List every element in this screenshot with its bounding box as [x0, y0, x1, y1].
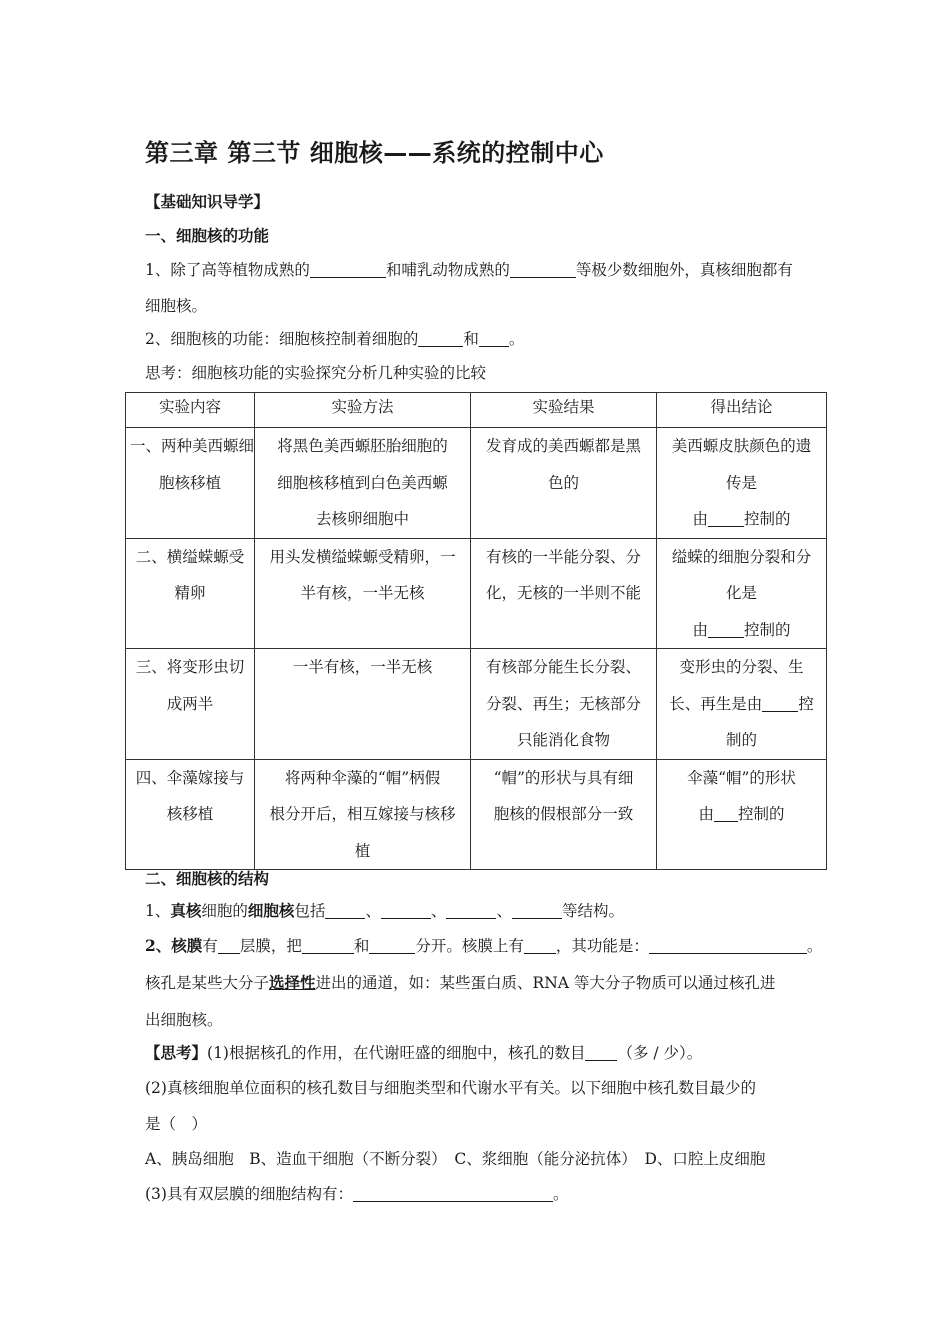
table-cell: 一、两种美西螈细 胞核移植 — [126, 428, 255, 539]
part1-item1-line1: 1、除了高等植物成熟的 和哺乳动物成熟的 等极少数细胞外，真核细胞都有 — [145, 261, 793, 279]
blank — [302, 936, 354, 954]
table-cell: 四、伞藻嫁接与 核移植 — [126, 759, 255, 870]
table-cell: 用头发横缢蝾螈受精卵，一 半有核，一半无核 — [255, 538, 471, 649]
table-header: 实验方法 — [255, 393, 471, 428]
think-question-3: (3)具有双层膜的细胞结构有： 。 — [145, 1185, 569, 1203]
part1-heading: 一、细胞核的功能 — [145, 226, 270, 245]
table-cell: 有核部分能生长分裂、 分裂、再生；无核部分 只能消化食物 — [471, 649, 657, 760]
table-row — [126, 649, 827, 760]
blank — [479, 329, 509, 347]
blank — [708, 620, 744, 638]
part2-pore-line2: 出细胞核。 — [145, 1011, 223, 1029]
blank — [381, 901, 431, 919]
blank — [218, 936, 240, 954]
blank — [585, 1043, 617, 1061]
table-cell: 将两种伞藻的“帽”柄假 根分开后，相互嫁接与核移 植 — [255, 759, 471, 870]
table-row — [126, 759, 827, 870]
think-question-1: 【思考】(1)根据核孔的作用，在代谢旺盛的细胞中，核孔的数目 （多 / 少）。 — [145, 1043, 703, 1062]
table-row — [126, 428, 827, 539]
blank — [512, 901, 562, 919]
part1-think: 思考：细胞核功能的实验探究分析几种实验的比较 — [145, 364, 487, 382]
table-cell: 二、横缢蝾螈受 精卵 — [126, 538, 255, 649]
blank — [446, 901, 496, 919]
blank — [524, 936, 556, 954]
table-header-row — [126, 393, 827, 428]
table-header: 实验内容 — [126, 393, 255, 428]
think-question-2-options: A、胰岛细胞 B、造血干细胞（不断分裂） C、浆细胞（能分泌抗体） D、口腔上皮细胞 — [145, 1150, 766, 1168]
part1-item2: 2、细胞核的功能：细胞核控制着细胞的 和 。 — [145, 330, 525, 348]
table-cell: 有核的一半能分裂、分 化，无核的一半则不能 — [471, 538, 657, 649]
table-cell: 美西螈皮肤颜色的遗 传是 由 控制的 — [657, 428, 827, 539]
table-cell: 伞藻“帽”的形状 由 控制的 — [657, 759, 827, 870]
table-cell: 三、将变形虫切 成两半 — [126, 649, 255, 760]
table-header: 实验结果 — [471, 393, 657, 428]
blank — [649, 936, 807, 954]
table-cell: 将黑色美西螈胚胎细胞的 细胞核移植到白色美西螈 去核卵细胞中 — [255, 428, 471, 539]
part2-pore-line1: 核孔是某些大分子选择性进出的通道，如：某些蛋白质、RNA 等大分子物质可以通过核孔进 — [145, 973, 776, 992]
table-header: 得出结论 — [657, 393, 827, 428]
blank — [708, 509, 744, 527]
part2-heading: 二、细胞核的结构 — [145, 869, 270, 888]
part1-item1-line2: 细胞核。 — [145, 297, 208, 315]
page-title: 第三章 第三节 细胞核——系统的控制中心 — [145, 139, 604, 167]
blank — [325, 901, 365, 919]
table-cell: 缢蝾的细胞分裂和分 化是 由 控制的 — [657, 538, 827, 649]
table-row — [126, 538, 827, 649]
blank — [310, 260, 386, 278]
table-cell: “帽”的形状与具有细 胞核的假根部分一致 — [471, 759, 657, 870]
blank — [369, 936, 415, 954]
experiment-table — [125, 392, 827, 870]
think-question-2-line1: (2)真核细胞单位面积的核孔数目与细胞类型和代谢水平有关。以下细胞中核孔数目最少的 — [145, 1079, 756, 1097]
section-heading: 【基础知识导学】 — [145, 192, 270, 211]
table-cell: 发育成的美西螈都是黑 色的 — [471, 428, 657, 539]
think-question-2-line2: 是（ ） — [145, 1115, 208, 1133]
part2-membrane-line: 2、核膜有 层膜，把 和 分开。核膜上有 ，其功能是： 。 — [145, 936, 823, 955]
blank — [510, 260, 576, 278]
table-cell: 变形虫的分裂、生 长、再生是由 控 制的 — [657, 649, 827, 760]
part2-structure-line: 1、真核细胞的细胞核包括 、 、 、 等结构。 — [145, 901, 624, 920]
blank — [418, 329, 463, 347]
blank — [714, 804, 738, 822]
table-cell: 一半有核，一半无核 — [255, 649, 471, 760]
blank — [762, 694, 798, 712]
blank — [353, 1184, 553, 1202]
